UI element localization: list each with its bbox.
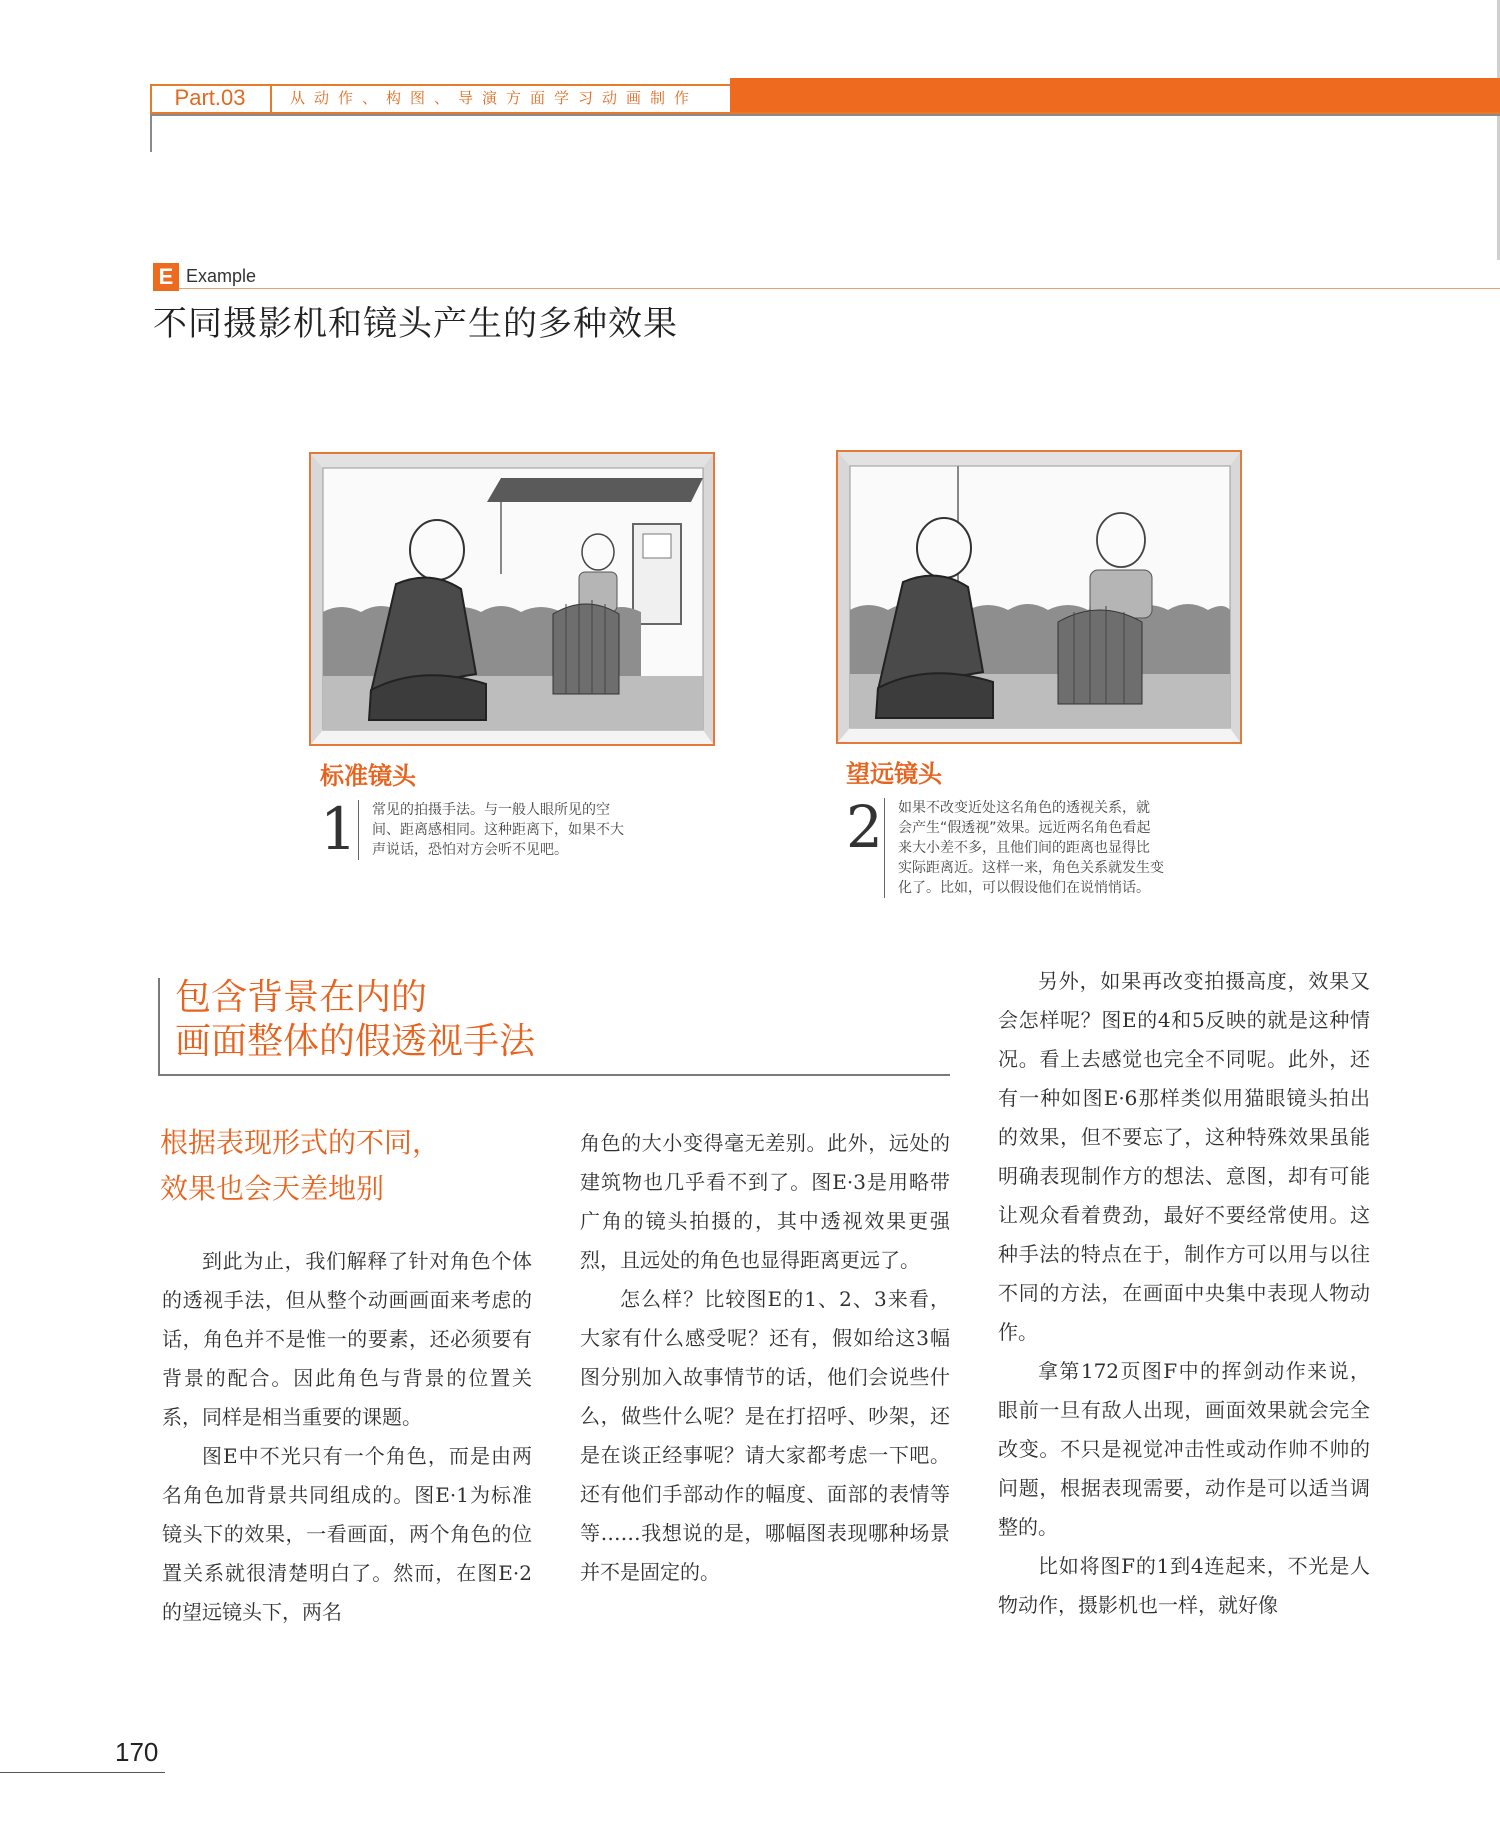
figure-1-caption-rule — [358, 800, 359, 860]
figure-2-caption-rule — [884, 798, 885, 898]
paragraph: 比如将图F的1到4连起来，不光是人物动作，摄影机也一样，就好像 — [998, 1554, 1370, 1617]
caption-line: 来大小差不多，且他们间的距离也显得比 — [898, 840, 1150, 856]
header-part-label: Part.03 — [150, 84, 272, 112]
section-title — [175, 976, 535, 1064]
paragraph: 到此为止，我们解释了针对角色个体的透视手法，但从整个动画画面来考虑的话，角色并不是惟一的要素，还必须要有背景的配合。因此角色与背景的位置关系，同样是相当重要的课题。 — [162, 1249, 532, 1429]
figure-2-number: 2 — [846, 793, 883, 861]
caption-line: 化了。比如，可以假设他们在说悄悄话。 — [898, 880, 1150, 896]
figure-1-illustration — [309, 452, 715, 746]
header-accent-bar — [730, 78, 1500, 112]
section-title-line: 画面整体的假透视手法 — [175, 1021, 536, 1062]
example-badge: E — [153, 263, 179, 291]
figure-1-number: 1 — [320, 795, 357, 863]
paragraph: 图E中不光只有一个角色，而是由两名角色加背景共同组成的。图E·1为标准镜头下的效果，一看画面，两个角色的位置关系就很清楚明白了。然而，在图E·2的望远镜头下，两名 — [162, 1444, 532, 1624]
caption-line: 常见的拍摄手法。与一般人眼所见的空 — [372, 802, 610, 818]
body-column-1 — [162, 1242, 532, 1632]
figure-2-illustration — [836, 450, 1242, 744]
paragraph: 另外，如果再改变拍摄高度，效果又会怎样呢？图E的4和5反映的就是这种情况。看上去感觉也完全不同呢。此外，还有一种如图E·6那样类似用猫眼镜头拍出的效果，但不要忘了，这种特殊效果虽能明确表现制作方的想法、意图，却有可能让观众看着费劲，最好不要经常使用。这种手法的特点在于，制作方可以用与以往不同的方法，在画面中央集中表现人物动作。 — [998, 969, 1370, 1344]
section-title-line: 包含背景在内的 — [175, 977, 428, 1018]
paragraph: 角色的大小变得毫无差别。此外，远处的建筑物也几乎看不到了。图E·3是用略带广角的镜头拍摄的，其中透视效果更强烈，且远处的角色也显得距离更远了。 — [580, 1131, 950, 1272]
paragraph: 怎么样？比较图E的1、2、3来看，大家有什么感受呢？还有，假如给这3幅图分别加入故事情节的话，他们会说些什么，做些什么呢？是在打招呼、吵架，还是在谈正经事呢？请大家都考虑一下吧。还有他们手部动作的幅度、面部的表情等等……我想说的是，哪幅图表现哪种场景并不是固定的。 — [580, 1287, 950, 1584]
figure-2-caption — [898, 798, 1218, 898]
body-column-3 — [998, 962, 1370, 1625]
sub-heading-line: 效果也会天差地别 — [160, 1172, 385, 1205]
figure-1-caption — [372, 800, 692, 860]
paragraph: 拿第172页图F中的挥剑动作来说，眼前一旦有敌人出现，画面效果就会完全改变。不只是视觉冲击性或动作帅不帅的问题，根据表现需要，动作是可以适当调整的。 — [998, 1359, 1370, 1539]
figure-1-title: 标准镜头 — [320, 762, 416, 790]
page-number-rule — [0, 1772, 165, 1773]
section-heading-bar — [158, 978, 160, 1074]
body-column-2 — [580, 1124, 950, 1592]
sub-heading — [160, 1120, 440, 1212]
caption-line: 实际距离近。这样一来，角色关系就发生变 — [898, 860, 1164, 876]
example-underline — [153, 288, 1500, 289]
header-chapter-subtitle: 从动作、构图、导演方面学习动画制作 — [290, 89, 699, 107]
example-title: 不同摄影机和镜头产生的多种效果 — [153, 304, 678, 344]
caption-line: 如果不改变近处这名角色的透视关系，就 — [898, 800, 1150, 816]
header-divider — [150, 114, 1500, 116]
sub-heading-line: 根据表现形式的不同， — [160, 1126, 441, 1159]
header-tick — [150, 116, 152, 152]
section-heading-rule — [158, 1074, 950, 1076]
example-label: Example — [186, 266, 257, 286]
caption-line: 声说话，恐怕对方会听不见吧。 — [372, 842, 568, 858]
figure-2-title: 望远镜头 — [846, 760, 942, 788]
caption-line: 会产生“假透视”效果。远近两名角色看起 — [898, 820, 1151, 836]
page-number: 170 — [115, 1737, 159, 1767]
caption-line: 间、距离感相同。这种距离下，如果不大 — [372, 822, 624, 838]
